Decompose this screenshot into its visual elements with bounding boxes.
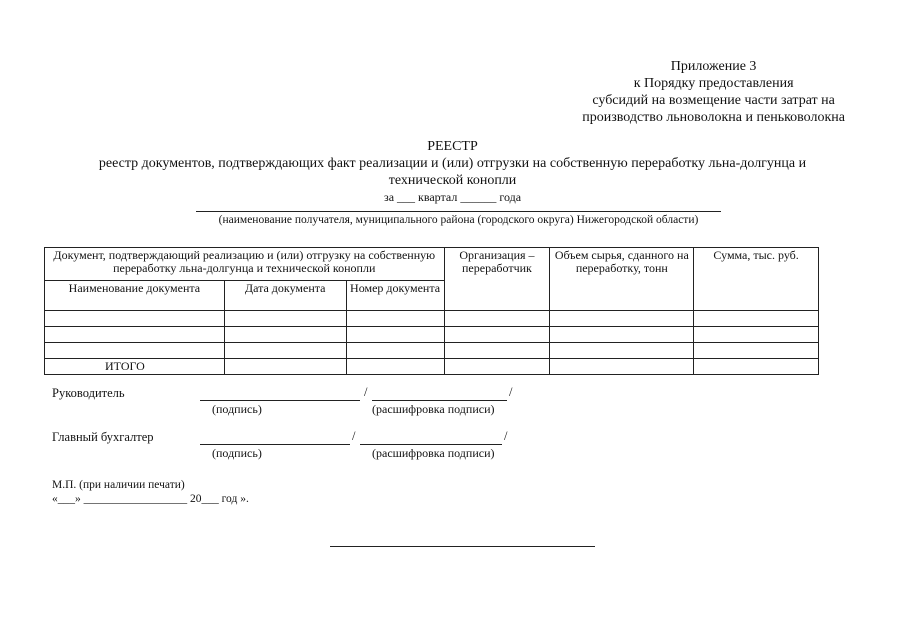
col-volume-header: Объем сырья, сданного на переработку, тонн	[550, 248, 694, 311]
bottom-rule	[330, 546, 595, 547]
accountant-label: Главный бухгалтер	[52, 430, 154, 444]
sign-caption: (подпись)	[212, 446, 262, 460]
slash: /	[352, 429, 356, 443]
appendix-block	[582, 58, 845, 126]
group-header: Документ, подтверждающий реализацию и (или) отгрузку на собственную переработку льна-долгунца и технической конопли	[45, 248, 445, 281]
appendix-line: субсидий на возмещение части затрат на	[592, 93, 835, 108]
table-row	[45, 327, 819, 343]
slash: /	[364, 385, 368, 399]
registry-table	[44, 247, 819, 375]
table-row	[45, 311, 819, 327]
slash: /	[504, 429, 508, 443]
stamp-label: М.П. (при наличии печати)	[52, 479, 185, 491]
appendix-line: Приложение 3	[670, 59, 757, 74]
head-sign-line	[200, 400, 360, 401]
registry-heading: РЕЕСТР	[427, 139, 478, 154]
period-line: за ___ квартал ______ года	[383, 190, 522, 204]
head-label: Руководитель	[52, 386, 125, 400]
date-line: «___» __________________ 20___ год ».	[52, 493, 249, 505]
head-decode-line	[372, 400, 507, 401]
appendix-line: производство льноволокна и пеньковолокна	[582, 110, 845, 125]
decode-caption: (расшифровка подписи)	[372, 402, 495, 416]
registry-subtitle: реестр документов, подтверждающих факт реализации и (или) отгрузки на собственную переработку льна-долгунца и	[98, 156, 807, 171]
slash: /	[509, 385, 513, 399]
appendix-line: к Порядку предоставления	[633, 76, 794, 91]
title-block	[30, 138, 875, 206]
col-org-header: Организация – переработчик	[444, 248, 550, 311]
registry-subtitle: технической конопли	[388, 173, 517, 188]
total-row	[45, 359, 819, 375]
decode-caption: (расшифровка подписи)	[372, 446, 495, 460]
sub-number-header: Номер документа	[346, 281, 444, 311]
table-row	[45, 343, 819, 359]
sign-caption: (подпись)	[212, 402, 262, 416]
col-sum-header: Сумма, тыс. руб.	[694, 248, 819, 311]
sub-date-header: Дата документа	[224, 281, 346, 311]
accountant-decode-line	[360, 444, 502, 445]
total-label: ИТОГО	[45, 359, 225, 375]
table-header-row	[45, 248, 819, 281]
recipient-caption: (наименование получателя, муниципального района (городского округа) Нижегородской области)	[196, 211, 721, 226]
accountant-sign-line	[200, 444, 350, 445]
sub-name-header: Наименование документа	[45, 281, 225, 311]
